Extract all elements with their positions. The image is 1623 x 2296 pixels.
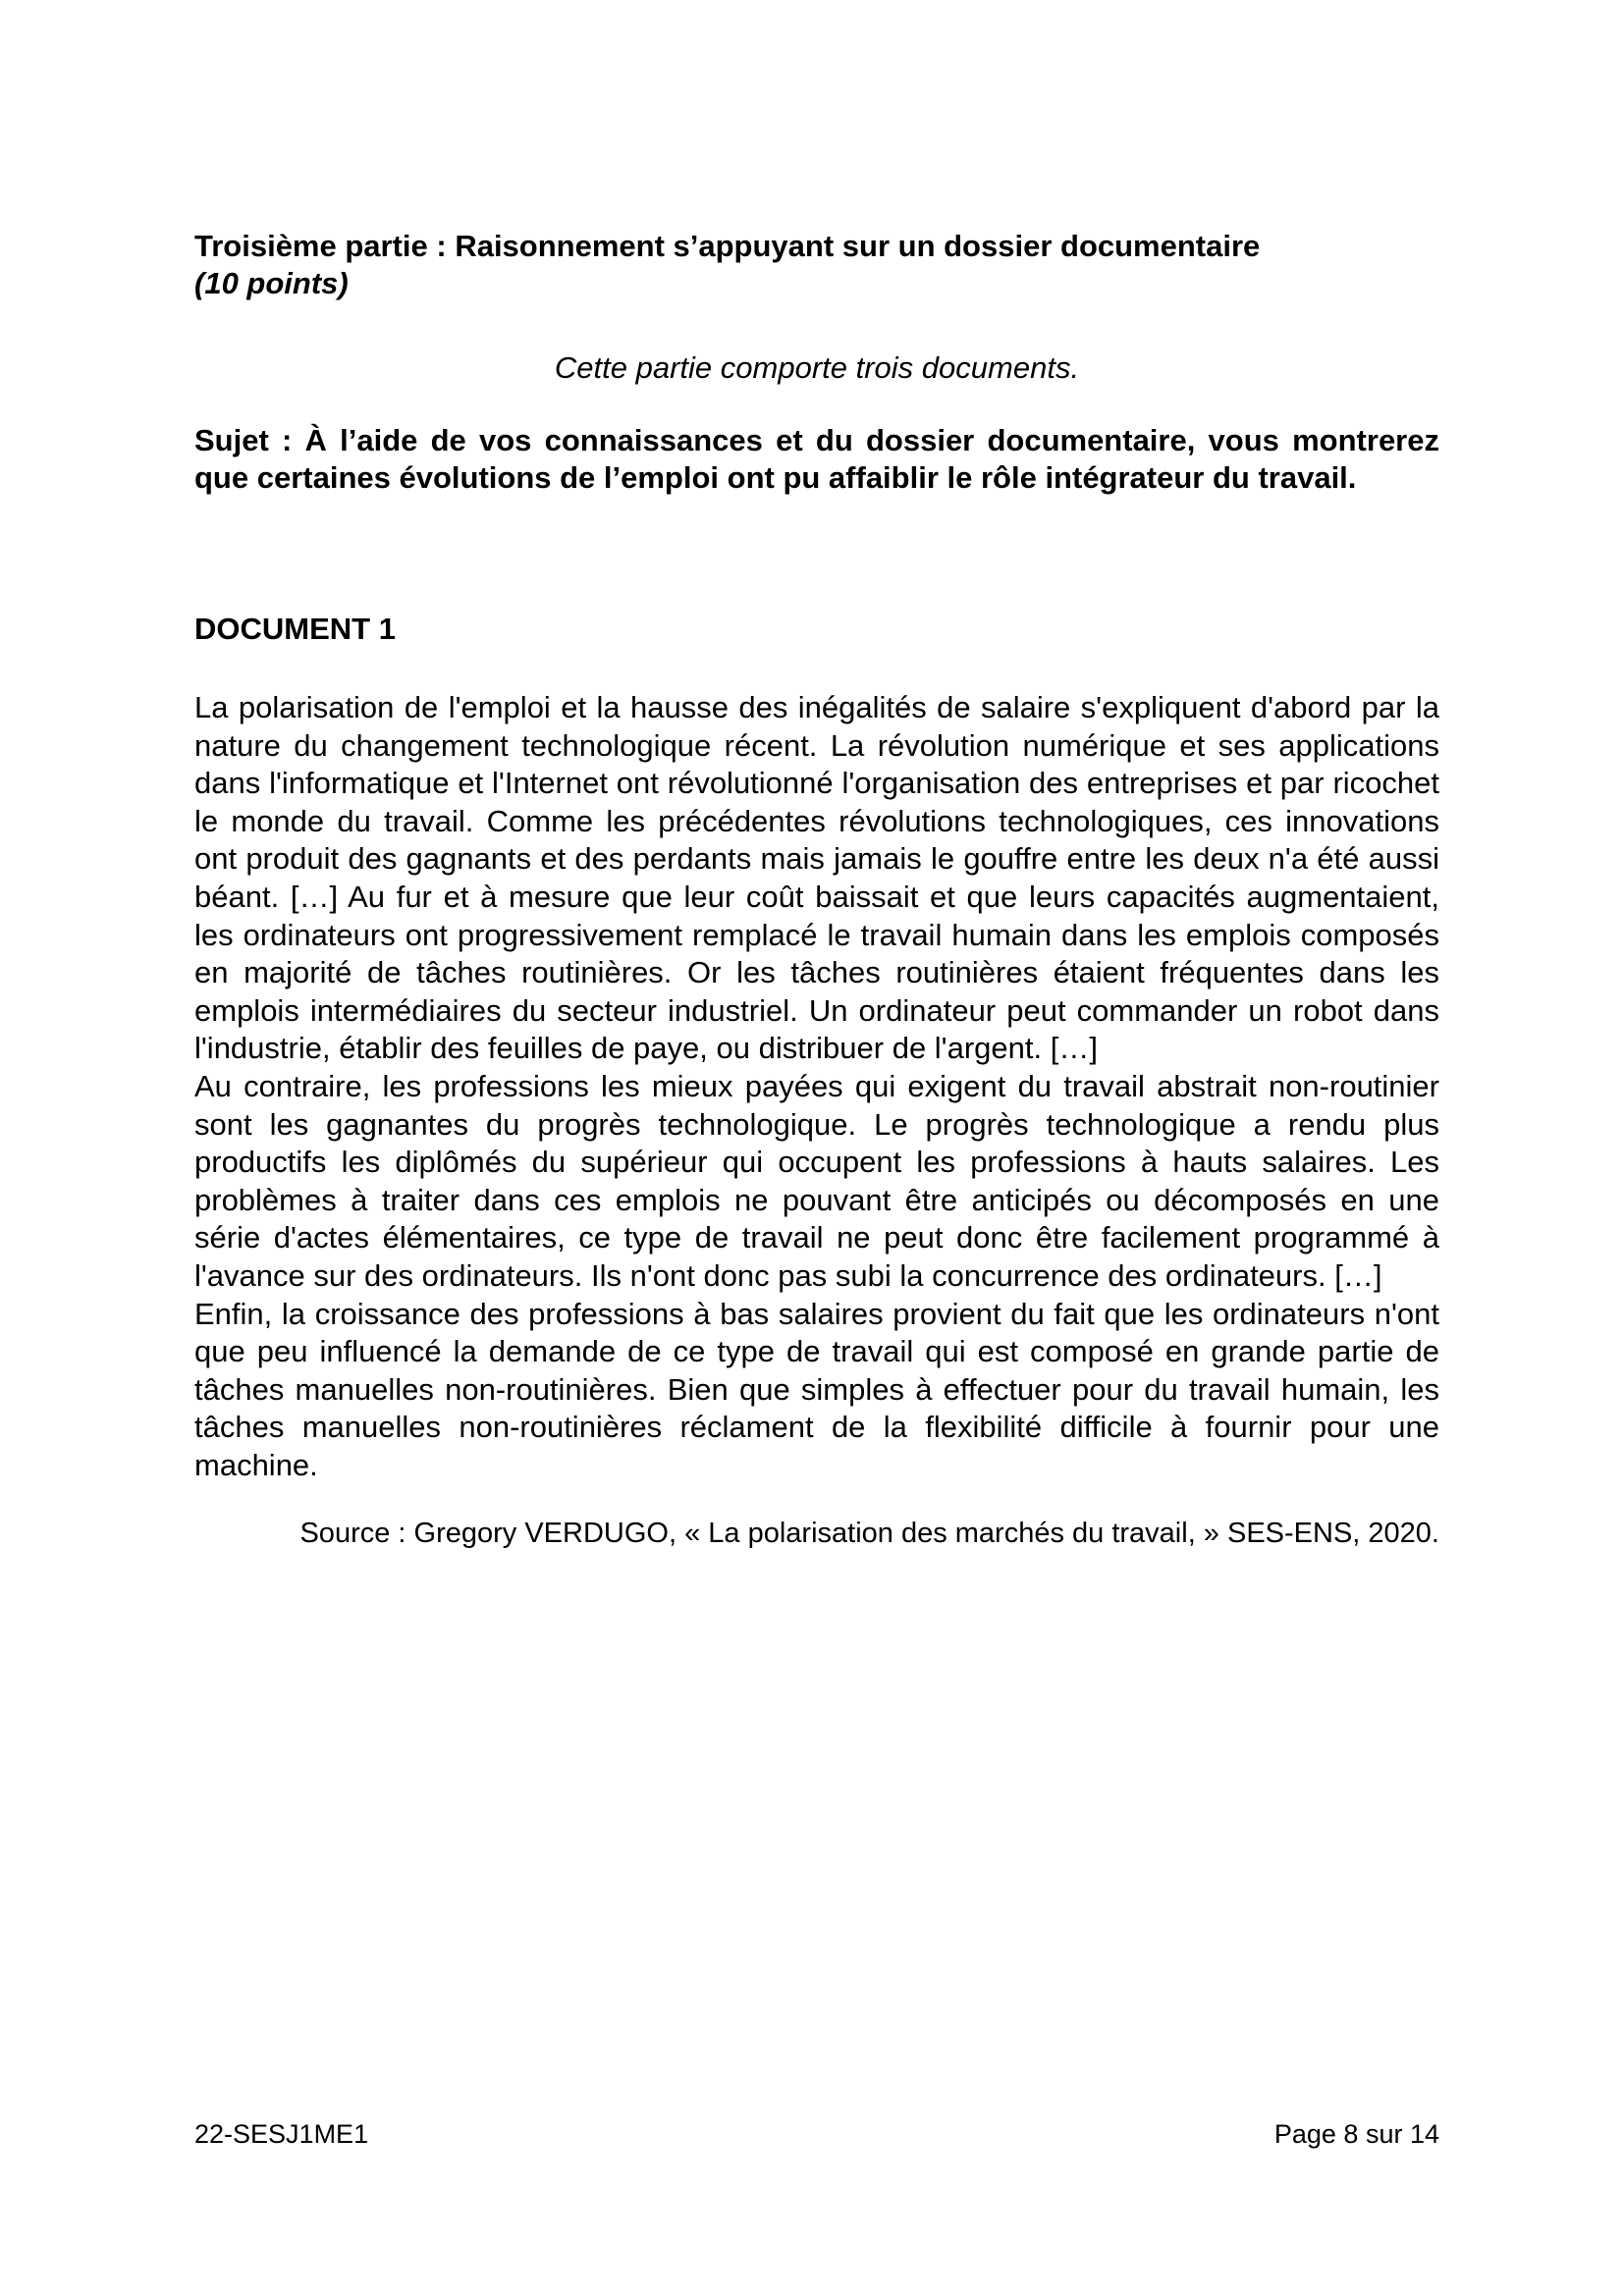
exam-code: 22-SESJ1ME1 xyxy=(194,2119,369,2149)
page-content xyxy=(194,228,1439,1551)
document-heading: DOCUMENT 1 xyxy=(194,612,396,646)
part-heading xyxy=(194,228,1439,302)
document-body xyxy=(194,689,1439,1484)
subject-statement: Sujet : À l’aide de vos connaissances et du dossier documentaire, vous montrerez que certaines évolutions de l’emploi ont pu affaiblir le rôle intégrateur du travail. xyxy=(194,423,1439,495)
document-paragraph-3: Enfin, la croissance des professions à bas salaires provient du fait que les ordinateurs n'ont que peu influencé la demande de ce type de travail qui est composé en grande partie de tâches manuelles non-routinières. Bien que simples à effectuer pour du travail humain, les tâches manuelles non-routinières réclament de la flexibilité difficile à fournir pour une machine. xyxy=(194,1296,1439,1482)
document-source: Source : Gregory VERDUGO, « La polarisation des marchés du travail, » SES-ENS, 2020. xyxy=(299,1518,1439,1550)
page-footer xyxy=(194,2118,1439,2150)
part-points: (10 points) xyxy=(194,266,349,300)
intro-note: Cette partie comporte trois documents. xyxy=(554,350,1080,385)
document-paragraph-2: Au contraire, les professions les mieux payées qui exigent du travail abstrait non-routinier sont les gagnantes du progrès technologique. Le progrès technologique a rendu plus productifs les diplômés du supérieur qui occupent les professions à hauts salaires. Les problèmes à traiter dans ces emplois ne pouvant être anticipés ou décomposés en une série d'actes élémentaires, ce type de travail ne peut donc être facilement programmé à l'avance sur des ordinateurs. Ils n'ont donc pas subi la concurrence des ordinateurs. […] xyxy=(194,1068,1439,1293)
part-title: Troisième partie : Raisonnement s’appuyant sur un dossier documentaire xyxy=(194,229,1261,263)
document-paragraph-1: La polarisation de l'emploi et la hausse des inégalités de salaire s'expliquent d'abord par la nature du changement technologique récent. La révolution numérique et ses applications dans l'informatique et l'Internet ont révolutionné l'organisation des entreprises et par ricochet le monde du travail. Comme les précédentes révolutions technologiques, ces innovations ont produit des gagnants et des perdants mais jamais le gouffre entre les deux n'a été aussi béant. […] Au fur et à mesure que leur coût baissait et que leurs capacités augmentaient, les ordinateurs ont progressivement remplacé le travail humain dans les emplois composés en majorité de tâches routinières. Or les tâches routinières étaient fréquentes dans les emplois intermédiaires du secteur industriel. Un ordinateur peut commander un robot dans l'industrie, établir des feuilles de paye, ou distribuer de l'argent. […] xyxy=(194,690,1439,1066)
page-number: Page 8 sur 14 xyxy=(1273,2119,1439,2149)
